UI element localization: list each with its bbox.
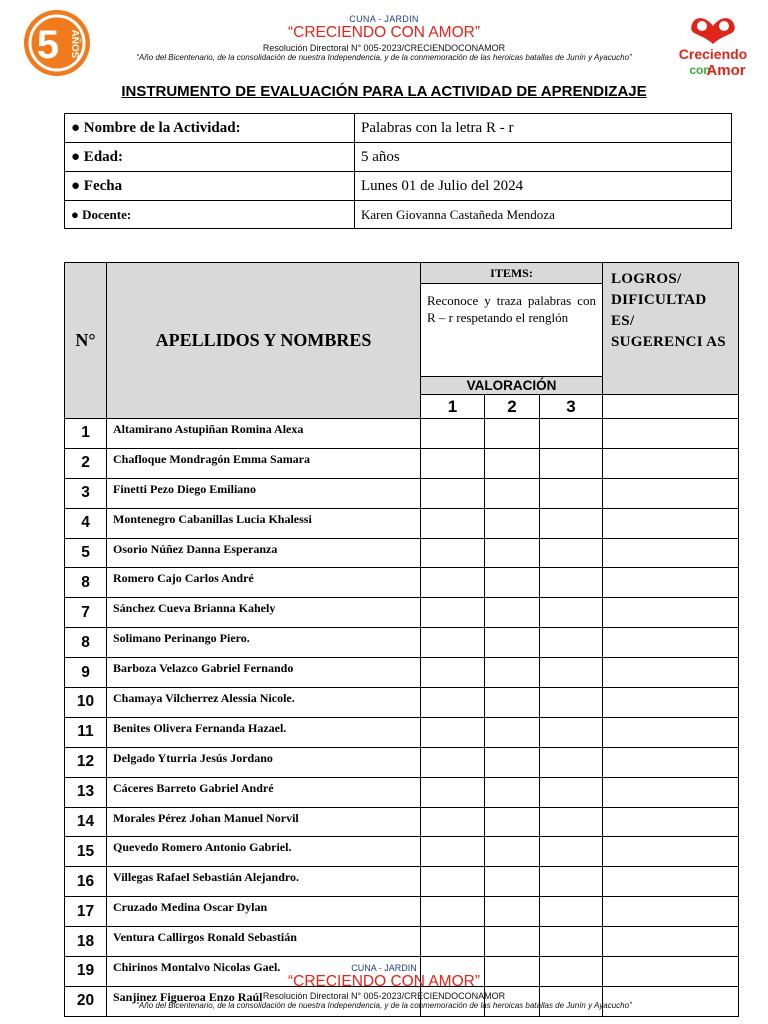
footer-sup: CUNA - JARDIN xyxy=(351,963,417,973)
logros-cell[interactable] xyxy=(603,568,739,598)
score-cell-1[interactable] xyxy=(421,658,485,688)
student-name: Chamaya Vilcherrez Alessia Nicole. xyxy=(107,688,421,718)
info-row-age xyxy=(65,143,732,172)
student-number: 4 xyxy=(65,508,107,538)
evaluation-table xyxy=(64,262,739,1017)
student-name: Chirinos Montalvo Nicolas Gael. xyxy=(107,957,421,987)
score-cell-2[interactable] xyxy=(485,628,540,658)
score-cell-1[interactable] xyxy=(421,478,485,508)
logo-line3: Amor xyxy=(706,62,746,78)
document-title-text: INSTRUMENTO DE EVALUACIÓN PARA LA ACTIVIDAD DE APRENDIZAJE xyxy=(121,83,647,100)
footer-year-motto: “Año del Bicentenario, de la consolidación de nuestra Independencia, y de la conmemoración de las heroicas batallas de Junín y Ayacucho” xyxy=(136,1001,632,1010)
score-cell-3[interactable] xyxy=(540,478,603,508)
scale-2: 2 xyxy=(485,395,540,419)
score-cell-1[interactable] xyxy=(421,927,485,957)
student-row xyxy=(65,478,739,508)
student-row xyxy=(65,538,739,568)
score-cell-1[interactable] xyxy=(421,717,485,747)
logros-cell[interactable] xyxy=(603,538,739,568)
student-number: 11 xyxy=(65,717,107,747)
score-cell-2[interactable] xyxy=(485,419,540,449)
student-name: Barboza Velazco Gabriel Fernando xyxy=(107,658,421,688)
info-label: ● Fecha xyxy=(65,172,355,201)
score-cell-2[interactable] xyxy=(485,568,540,598)
logros-cell[interactable] xyxy=(603,777,739,807)
student-number: 20 xyxy=(65,986,107,1016)
score-cell-2[interactable] xyxy=(485,747,540,777)
header-valoracion: VALORACIÓN xyxy=(421,377,603,395)
info-row-activity xyxy=(65,114,732,143)
student-number: 8 xyxy=(65,628,107,658)
score-cell-3[interactable] xyxy=(540,837,603,867)
info-row-teacher xyxy=(65,201,732,229)
letterhead-year-motto: “Año del Bicentenario, de la consolidación de nuestra Independencia, y de la conmemoración de las heroicas batallas de Junín y Ayacucho” xyxy=(136,53,632,62)
student-row xyxy=(65,867,739,897)
logros-cell[interactable] xyxy=(603,419,739,449)
student-row xyxy=(65,688,739,718)
score-cell-3[interactable] xyxy=(540,688,603,718)
student-row xyxy=(65,747,739,777)
logros-cell[interactable] xyxy=(603,927,739,957)
logros-cell[interactable] xyxy=(603,747,739,777)
info-label: ● Nombre de la Actividad: xyxy=(65,114,355,143)
student-name: Sanjinez Figueroa Enzo Raúl xyxy=(107,986,421,1016)
logros-cell[interactable] xyxy=(603,867,739,897)
logo-years-text: AÑOS xyxy=(69,29,80,59)
logros-cell[interactable] xyxy=(603,508,739,538)
info-value: Palabras con la letra R - r xyxy=(355,114,732,143)
student-number: 7 xyxy=(65,598,107,628)
student-number: 8 xyxy=(65,568,107,598)
student-name: Cáceres Barreto Gabriel André xyxy=(107,777,421,807)
student-name: Solimano Perinango Piero. xyxy=(107,628,421,658)
score-cell-2[interactable] xyxy=(485,777,540,807)
score-cell-3[interactable] xyxy=(540,419,603,449)
score-cell-3[interactable] xyxy=(540,717,603,747)
student-name: Altamirano Astupiñan Romina Alexa xyxy=(107,419,421,449)
header-number: N° xyxy=(65,263,107,419)
score-cell-1[interactable] xyxy=(421,867,485,897)
student-number: 14 xyxy=(65,807,107,837)
student-number: 19 xyxy=(65,957,107,987)
score-cell-1[interactable] xyxy=(421,448,485,478)
student-name: Chafloque Mondragón Emma Samara xyxy=(107,448,421,478)
score-cell-1[interactable] xyxy=(421,897,485,927)
logros-cell[interactable] xyxy=(603,628,739,658)
footer-resolution: Resolución Directoral N° 005-2023/CRECIENDOCONAMOR xyxy=(262,991,506,1001)
logros-cell[interactable] xyxy=(603,448,739,478)
score-cell-3[interactable] xyxy=(540,897,603,927)
student-row xyxy=(65,448,739,478)
activity-info-table xyxy=(64,113,732,229)
student-row xyxy=(65,598,739,628)
score-cell-1[interactable] xyxy=(421,628,485,658)
student-name: Montenegro Cabanillas Lucia Khalessi xyxy=(107,508,421,538)
logros-cell[interactable] xyxy=(603,837,739,867)
student-row xyxy=(65,628,739,658)
student-name: Quevedo Romero Antonio Gabriel. xyxy=(107,837,421,867)
score-cell-2[interactable] xyxy=(485,598,540,628)
student-number: 1 xyxy=(65,419,107,449)
student-row xyxy=(65,897,739,927)
info-value: 5 años xyxy=(355,143,732,172)
student-number: 9 xyxy=(65,658,107,688)
student-name: Villegas Rafael Sebastián Alejandro. xyxy=(107,867,421,897)
score-cell-2[interactable] xyxy=(485,717,540,747)
student-row xyxy=(65,777,739,807)
score-cell-3[interactable] xyxy=(540,598,603,628)
logros-cell[interactable] xyxy=(603,658,739,688)
student-row xyxy=(65,568,739,598)
info-value: Karen Giovanna Castañeda Mendoza xyxy=(355,201,732,229)
student-number: 2 xyxy=(65,448,107,478)
student-row xyxy=(65,508,739,538)
student-name: Morales Pérez Johan Manuel Norvil xyxy=(107,807,421,837)
score-cell-3[interactable] xyxy=(540,777,603,807)
student-number: 12 xyxy=(65,747,107,777)
info-row-date xyxy=(65,172,732,201)
letterhead-title: “CRECIENDO CON AMOR” xyxy=(287,24,481,41)
logros-cell[interactable] xyxy=(603,717,739,747)
score-cell-3[interactable] xyxy=(540,538,603,568)
score-cell-2[interactable] xyxy=(485,927,540,957)
student-row xyxy=(65,717,739,747)
student-number: 3 xyxy=(65,478,107,508)
score-cell-2[interactable] xyxy=(485,897,540,927)
score-cell-3[interactable] xyxy=(540,508,603,538)
score-cell-3[interactable] xyxy=(540,628,603,658)
student-row xyxy=(65,927,739,957)
score-cell-2[interactable] xyxy=(485,688,540,718)
score-cell-2[interactable] xyxy=(485,867,540,897)
document-title xyxy=(0,83,768,100)
student-name: Cruzado Medina Oscar Dylan xyxy=(107,897,421,927)
header-logros: LOGROS/ DIFICULTAD ES/ SUGERENCI AS xyxy=(603,263,739,395)
score-cell-1[interactable] xyxy=(421,837,485,867)
score-cell-3[interactable] xyxy=(540,568,603,598)
student-number: 17 xyxy=(65,897,107,927)
letterhead-resolution: Resolución Directoral N° 005-2023/CRECIENDOCONAMOR xyxy=(262,43,506,53)
letterhead-sup: CUNA - JARDIN xyxy=(349,14,419,24)
footer xyxy=(0,963,768,1010)
student-row xyxy=(65,837,739,867)
letterhead xyxy=(0,14,768,62)
item-description: Reconoce y traza palabras con R – r respetando el renglón xyxy=(421,284,603,377)
score-cell-3[interactable] xyxy=(540,807,603,837)
info-value: Lunes 01 de Julio del 2024 xyxy=(355,172,732,201)
logros-cell[interactable] xyxy=(603,598,739,628)
scale-3: 3 xyxy=(540,395,603,419)
student-name: Sánchez Cueva Brianna Kahely xyxy=(107,598,421,628)
logo-line1: Creciendo xyxy=(678,46,748,62)
score-cell-1[interactable] xyxy=(421,538,485,568)
score-cell-2[interactable] xyxy=(485,508,540,538)
logros-cell[interactable] xyxy=(603,807,739,837)
score-cell-3[interactable] xyxy=(540,448,603,478)
student-number: 10 xyxy=(65,688,107,718)
score-cell-3[interactable] xyxy=(540,867,603,897)
logo-line2: con xyxy=(689,63,711,77)
score-cell-2[interactable] xyxy=(485,448,540,478)
student-number: 16 xyxy=(65,867,107,897)
score-cell-3[interactable] xyxy=(540,927,603,957)
logros-cell[interactable] xyxy=(603,897,739,927)
student-number: 13 xyxy=(65,777,107,807)
student-row xyxy=(65,419,739,449)
student-name: Osorio Núñez Danna Esperanza xyxy=(107,538,421,568)
score-cell-3[interactable] xyxy=(540,658,603,688)
score-cell-2[interactable] xyxy=(485,837,540,867)
header-items: ITEMS: xyxy=(421,263,603,284)
student-name: Delgado Yturria Jesús Jordano xyxy=(107,747,421,777)
score-cell-2[interactable] xyxy=(485,658,540,688)
info-label: ● Docente: xyxy=(65,201,355,229)
student-name: Finetti Pezo Diego Emiliano xyxy=(107,478,421,508)
score-cell-1[interactable] xyxy=(421,747,485,777)
score-cell-1[interactable] xyxy=(421,568,485,598)
header-names: APELLIDOS Y NOMBRES xyxy=(107,263,421,419)
info-label: ● Edad: xyxy=(65,143,355,172)
student-number: 5 xyxy=(65,538,107,568)
logros-cell[interactable] xyxy=(603,478,739,508)
scale-1: 1 xyxy=(421,395,485,419)
student-row xyxy=(65,807,739,837)
score-cell-1[interactable] xyxy=(421,598,485,628)
footer-title: “CRECIENDO CON AMOR” xyxy=(287,973,481,990)
score-cell-3[interactable] xyxy=(540,747,603,777)
student-name: Ventura Callirgos Ronald Sebastián xyxy=(107,927,421,957)
logros-cell[interactable] xyxy=(603,688,739,718)
student-row xyxy=(65,658,739,688)
student-number: 18 xyxy=(65,927,107,957)
logros-blank xyxy=(603,395,739,419)
logo-number: 5 xyxy=(36,23,60,67)
score-cell-1[interactable] xyxy=(421,508,485,538)
score-cell-1[interactable] xyxy=(421,688,485,718)
score-cell-2[interactable] xyxy=(485,478,540,508)
score-cell-2[interactable] xyxy=(485,538,540,568)
score-cell-1[interactable] xyxy=(421,419,485,449)
student-number: 15 xyxy=(65,837,107,867)
score-cell-1[interactable] xyxy=(421,777,485,807)
score-cell-1[interactable] xyxy=(421,807,485,837)
student-name: Benites Olivera Fernanda Hazael. xyxy=(107,717,421,747)
student-name: Romero Cajo Carlos André xyxy=(107,568,421,598)
score-cell-2[interactable] xyxy=(485,807,540,837)
